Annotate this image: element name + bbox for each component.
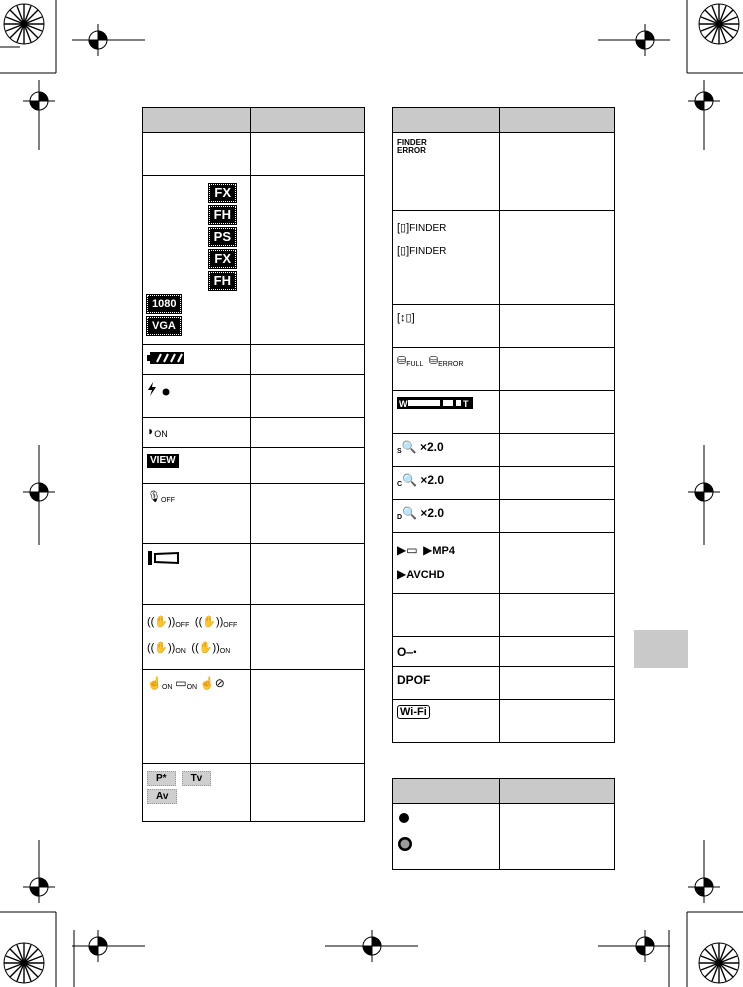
smart-zoom-icon: $_S$🔍 ×2.0 bbox=[397, 440, 444, 455]
desc-cell bbox=[500, 700, 615, 743]
icon-cell bbox=[393, 500, 500, 533]
table-row bbox=[143, 176, 365, 345]
desc-cell bbox=[251, 345, 365, 375]
right-icon-table bbox=[392, 107, 615, 743]
view-mode-avchd-icon: ▶AVCHD bbox=[397, 567, 445, 581]
table-row bbox=[143, 605, 365, 670]
icon-cell bbox=[393, 434, 500, 467]
record-ring-icon bbox=[397, 836, 413, 852]
icon-cell bbox=[143, 375, 251, 418]
view-icon: VIEW bbox=[147, 454, 179, 468]
finder-error-label: FINDER ERROR bbox=[397, 138, 427, 155]
table-row bbox=[143, 484, 365, 544]
table-header bbox=[143, 108, 365, 133]
icon-cell bbox=[143, 345, 251, 375]
desc-cell bbox=[251, 764, 365, 822]
desc-cell bbox=[500, 533, 615, 594]
desc-cell bbox=[500, 434, 615, 467]
table-row bbox=[393, 305, 615, 348]
movie-format-fx-icon: FX bbox=[209, 184, 236, 202]
battery-icon bbox=[147, 351, 187, 365]
overheat-icon: [↕▯] bbox=[397, 312, 415, 324]
program-shift-icon: P* bbox=[147, 771, 176, 786]
icon-cell bbox=[143, 484, 251, 544]
icon-cell bbox=[143, 544, 251, 605]
protect-key-icon: O‒ꞏ bbox=[397, 645, 417, 659]
touch-off-icon: ☝⊘ bbox=[199, 676, 225, 690]
desc-cell bbox=[500, 391, 615, 434]
desc-cell bbox=[500, 500, 615, 533]
desc-cell bbox=[251, 484, 365, 544]
icon-cell bbox=[393, 391, 500, 434]
database-error-icon: $⛁_{ERROR}$ bbox=[428, 355, 464, 368]
touch-shutter-icon: $☝_{ON}$ bbox=[147, 676, 173, 691]
desc-cell bbox=[251, 418, 365, 448]
desc-cell bbox=[251, 544, 365, 605]
view-mode-mp4-icon: ▶MP4 bbox=[423, 543, 455, 557]
table-row bbox=[143, 544, 365, 605]
desc-cell bbox=[500, 667, 615, 700]
icon-cell bbox=[393, 305, 500, 348]
icon-cell bbox=[143, 764, 251, 822]
icon-cell bbox=[143, 670, 251, 764]
aperture-priority-icon: Av bbox=[147, 789, 177, 804]
icon-cell bbox=[143, 418, 251, 448]
desc-cell bbox=[500, 211, 615, 305]
table-row bbox=[393, 500, 615, 533]
table-row bbox=[393, 804, 615, 870]
header-cell bbox=[393, 108, 500, 133]
steadyshot-on-still-icon: $((✋))_{ON}$ bbox=[191, 642, 231, 655]
table-row bbox=[393, 348, 615, 391]
desc-cell bbox=[251, 133, 365, 176]
icon-cell bbox=[143, 176, 251, 345]
table-row bbox=[393, 667, 615, 700]
table-row bbox=[393, 211, 615, 305]
table-row bbox=[143, 448, 365, 484]
wifi-icon: Wi-Fi bbox=[397, 705, 430, 719]
steadyshot-on-icon: $((✋))_{ON}$ bbox=[147, 642, 186, 655]
icon-cell bbox=[393, 211, 500, 305]
table-header bbox=[393, 108, 615, 133]
movie-size-1080-icon: 1080 bbox=[147, 295, 181, 313]
table-row bbox=[393, 434, 615, 467]
table-row bbox=[393, 391, 615, 434]
desc-cell bbox=[500, 637, 615, 667]
digital-zoom-icon: $_D$🔍 ×2.0 bbox=[397, 506, 445, 521]
icon-cell bbox=[393, 133, 500, 211]
mic-off-icon: $🎙_{OFF}$ bbox=[147, 491, 175, 504]
header-cell bbox=[500, 779, 615, 804]
view-mode-still-icon: ▶▭ bbox=[397, 543, 418, 557]
header-cell bbox=[393, 779, 500, 804]
desc-cell bbox=[500, 133, 615, 211]
desc-cell bbox=[500, 348, 615, 391]
icon-cell bbox=[393, 467, 500, 500]
recording-icon-table bbox=[392, 778, 615, 870]
table-row bbox=[393, 637, 615, 667]
movie-format-fh2-icon: FH bbox=[209, 272, 236, 290]
desc-cell bbox=[251, 375, 365, 418]
left-icon-table bbox=[142, 107, 365, 822]
svg-text:W: W bbox=[399, 399, 408, 409]
icon-cell bbox=[393, 667, 500, 700]
icon-cell bbox=[143, 133, 251, 176]
table-row bbox=[393, 533, 615, 594]
desc-cell bbox=[251, 448, 365, 484]
icon-cell bbox=[393, 348, 500, 391]
clear-image-zoom-icon: $_C$🔍 ×2.0 bbox=[397, 473, 445, 488]
table-row bbox=[393, 133, 615, 211]
table-row bbox=[143, 375, 365, 418]
finder-temp-icon: [▯]FINDER bbox=[397, 245, 447, 257]
desc-cell bbox=[251, 670, 365, 764]
table-row bbox=[143, 133, 365, 176]
steadyshot-off-still-icon: $((✋))_{OFF}$ bbox=[194, 616, 238, 629]
movie-format-fx2-icon: FX bbox=[209, 250, 236, 268]
svg-text:T: T bbox=[463, 399, 469, 409]
icon-cell bbox=[393, 533, 500, 594]
movie-size-vga-icon: VGA bbox=[147, 317, 181, 335]
icon-cell bbox=[393, 804, 500, 870]
shutter-priority-icon: Tv bbox=[182, 771, 212, 786]
header-cell bbox=[251, 108, 365, 133]
starburst-target-icon bbox=[4, 4, 739, 983]
steadyshot-off-icon: $((✋))_{OFF}$ bbox=[147, 616, 190, 629]
desc-cell bbox=[251, 176, 365, 345]
record-dot-icon bbox=[397, 811, 411, 825]
table-row bbox=[143, 418, 365, 448]
desc-cell bbox=[500, 804, 615, 870]
icon-cell bbox=[393, 637, 500, 667]
movie-format-fh-icon: FH bbox=[209, 206, 236, 224]
table-row bbox=[143, 764, 365, 822]
table-row bbox=[393, 700, 615, 743]
icon-cell bbox=[393, 700, 500, 743]
desc-cell bbox=[251, 605, 365, 670]
table-row bbox=[143, 670, 365, 764]
header-cell bbox=[500, 108, 615, 133]
database-full-icon: $⛁_{FULL}$ bbox=[397, 355, 424, 368]
desc-cell bbox=[500, 467, 615, 500]
table-row bbox=[393, 594, 615, 637]
table-row bbox=[143, 345, 365, 375]
icon-cell bbox=[393, 594, 500, 637]
panorama-icon bbox=[147, 550, 181, 566]
dpof-icon: DPOF bbox=[397, 673, 431, 687]
section-index-tab bbox=[634, 630, 688, 668]
finder-warning-icon: [▯]FINDER bbox=[397, 222, 447, 234]
movie-format-ps-icon: PS bbox=[209, 228, 236, 246]
desc-cell bbox=[500, 305, 615, 348]
af-illuminator-icon: $◗_{ON}$ bbox=[147, 424, 168, 439]
table-row bbox=[393, 467, 615, 500]
desc-cell bbox=[500, 594, 615, 637]
icon-cell bbox=[143, 605, 251, 670]
icon-cell bbox=[143, 448, 251, 484]
zoom-scale-icon bbox=[397, 397, 473, 409]
flash-charge-icon bbox=[147, 381, 177, 397]
header-cell bbox=[143, 108, 251, 133]
table-header bbox=[393, 779, 615, 804]
touch-focus-icon: $▭_{ON}$ bbox=[175, 676, 198, 691]
